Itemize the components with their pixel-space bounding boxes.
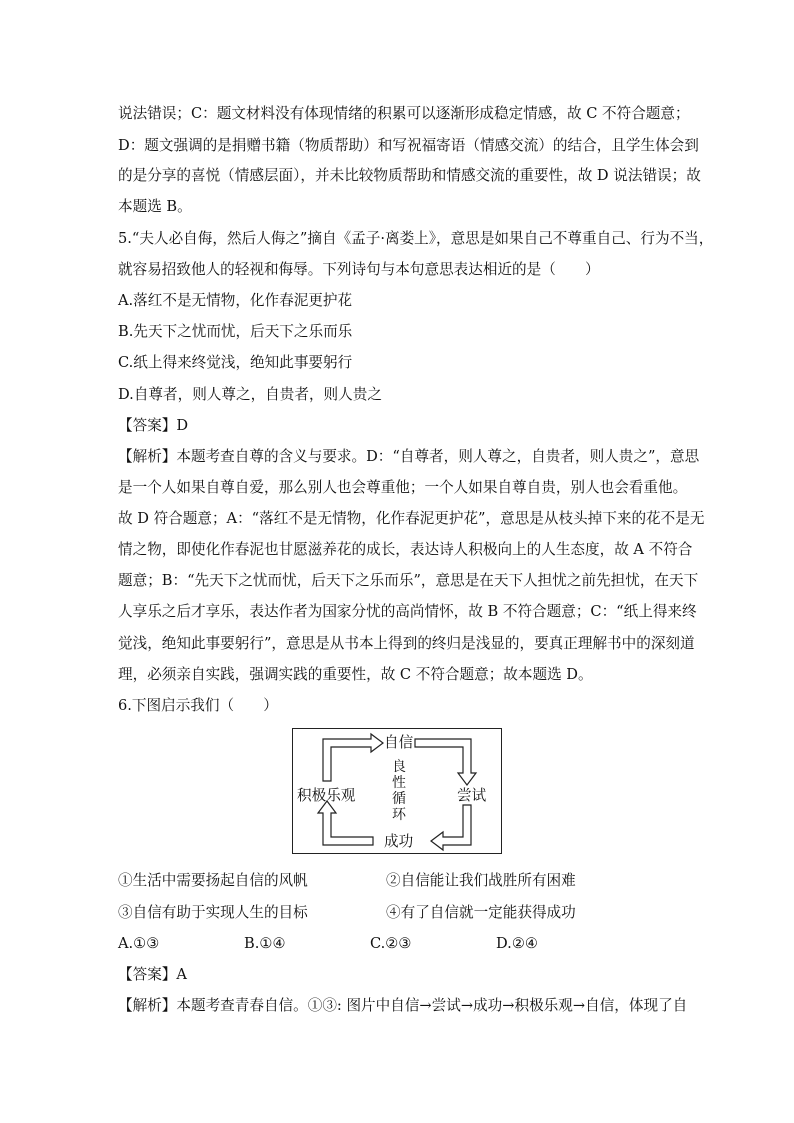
text-line: 故 D 符合题意；A：“落红不是无情物，化作春泥更护花”，意思是从枝头掉下来的花不是无 [118, 510, 705, 527]
question-6-stem: 6.下图启示我们（ ） [118, 697, 278, 714]
statement-2: ②自信能让我们战胜所有困难 [386, 872, 576, 889]
analysis-text: 【解析】本题考查青春自信。①③: 图片中自信→尝试→成功→积极乐观→自信，体现了自 [118, 997, 688, 1014]
statement-3: ③自信有助于实现人生的目标 [118, 904, 308, 921]
choice-c: C.②③ [370, 935, 412, 952]
text-line: 说法错误；C：题文材料没有体现情绪的积累可以逐渐形成稳定情感，故 C 不符合题意； [118, 105, 690, 122]
node-optimism: 积极乐观 [297, 787, 356, 804]
arrow-to-attempt [415, 739, 476, 785]
node-attempt: 尝试 [457, 787, 487, 804]
arrow-to-self-confidence [323, 734, 383, 781]
center-char: 良 [392, 759, 406, 775]
text-line: 是一个人如果自尊自爱，那么别人也会尊重他；一个人如果自尊自贵，别人也会看重他。 [118, 479, 688, 496]
text-line: 情之物，即使化作春泥也甘愿滋养花的成长，表达诗人积极向上的人生态度，故 A 不符合 [118, 541, 693, 558]
answer-label: 【答案】D [118, 417, 189, 434]
node-success: 成功 [384, 833, 414, 850]
text-line: D：题文强调的是捐赠书籍（物质帮助）和写祝福寄语（情感交流）的结合，且学生体会到 [118, 137, 699, 154]
text-line: 本题选 B。 [118, 198, 192, 215]
cycle-center-label [389, 759, 409, 823]
text-line: 理，必须亲自实践，强调实践的重要性，故 C 不符合题意；故本题选 D。 [118, 666, 593, 683]
statement-4: ④有了自信就一定能获得成功 [386, 904, 576, 921]
text-line: 觉浅，绝知此事要躬行”，意思是从书本上得到的终归是浅显的，要真正理解书中的深刻道 [118, 635, 695, 652]
analysis-text: 【解析】本题考查自尊的含义与要求。D：“自尊者，则人尊之，自贵者，则人贵之”，意思 [118, 448, 700, 465]
answer-label: 【答案】A [118, 966, 187, 983]
option-d: D.自尊者，则人尊之，自贵者，则人贵之 [118, 386, 382, 403]
arrow-to-optimism [318, 801, 373, 845]
question-5-stem: 5.“夫人必自侮，然后人侮之”摘自《孟子·离娄上》，意思是如果自己不尊重自己、行为不当， [118, 230, 714, 247]
option-c: C.纸上得来终觉浅，绝知此事要躬行 [118, 354, 353, 371]
option-b: B.先天下之忧而忧，后天下之乐而乐 [118, 323, 353, 340]
text-line: 人享乐之后才享乐，表达作者为国家分忧的高尚情怀，故 B 不符合题意；C：“纸上得来终 [118, 603, 697, 620]
choice-b: B.①④ [244, 935, 286, 952]
center-char: 环 [392, 807, 406, 823]
center-char: 循 [392, 791, 406, 807]
choice-d: D.②④ [496, 935, 538, 952]
arrow-to-success [431, 805, 471, 850]
choice-a: A.①③ [118, 935, 160, 952]
cycle-diagram [292, 728, 502, 854]
center-char: 性 [392, 775, 406, 791]
text-line: 的是分享的喜悦（情感层面），并未比较物质帮助和情感交流的重要性，故 D 说法错误；故 [118, 167, 701, 184]
text-line: 题意；B：“先天下之忧而忧，后天下之乐而乐”，意思是在天下人担忧之前先担忧，在天下 [118, 572, 699, 589]
text-line: 就容易招致他人的轻视和侮辱。下列诗句与本句意思表达相近的是（ ） [118, 261, 600, 278]
option-a: A.落红不是无情物，化作春泥更护花 [118, 292, 353, 309]
node-self-confidence: 自信 [384, 734, 414, 751]
statement-1: ①生活中需要扬起自信的风帆 [118, 872, 308, 889]
